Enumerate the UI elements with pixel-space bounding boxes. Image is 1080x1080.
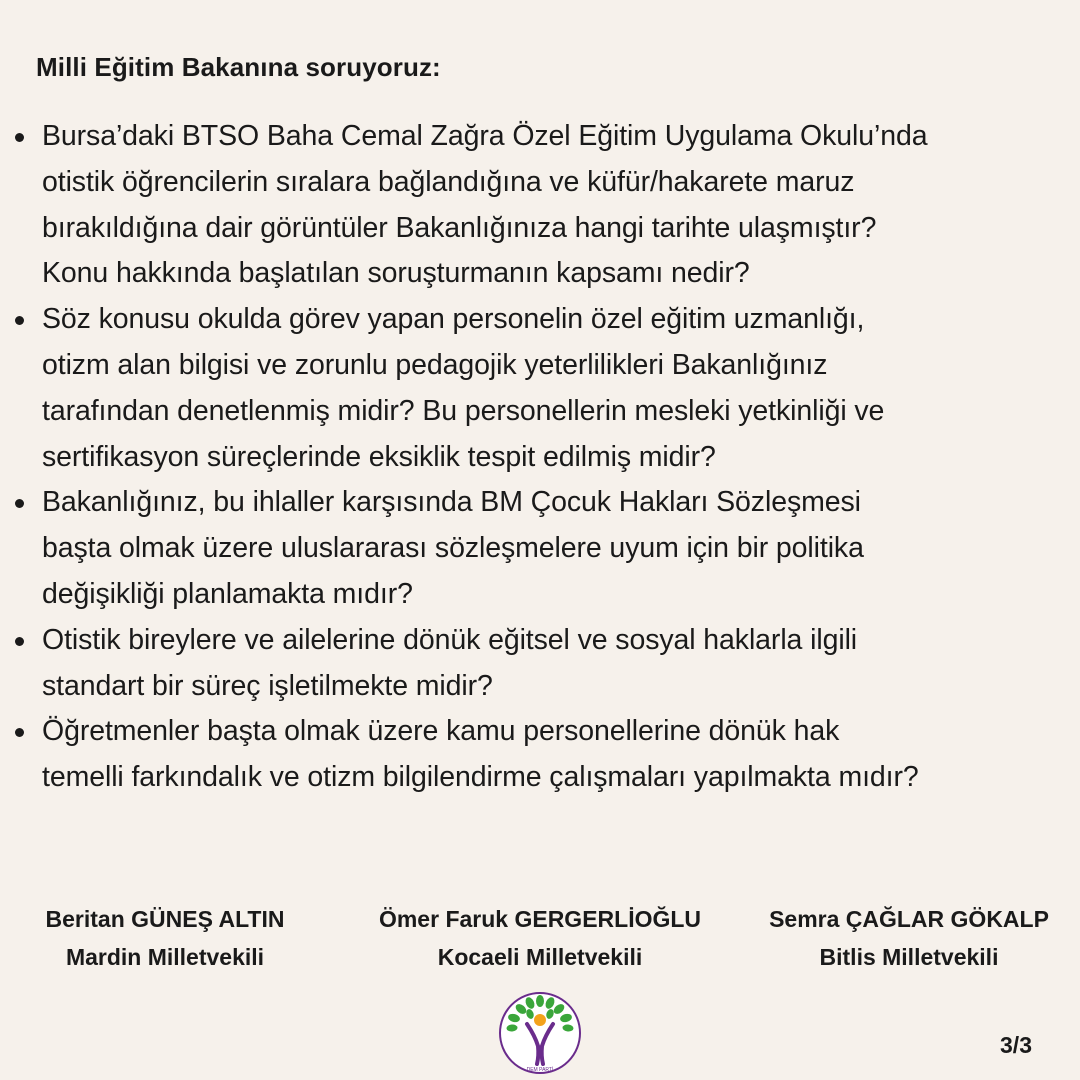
- signatory: [46, 900, 285, 976]
- bullet-icon: [15, 133, 24, 142]
- question-line: Otistik bireylere ve ailelerine dönük eğitsel ve sosyal haklarla ilgili: [42, 623, 858, 656]
- signatory-title: Kocaeli Milletvekili: [437, 944, 643, 970]
- bullet-icon: [15, 499, 24, 508]
- signatory-title: Bitlis Milletvekili: [819, 944, 999, 970]
- signatory-name: Beritan GÜNEŞ ALTIN: [45, 906, 285, 932]
- question-list: [42, 114, 1074, 801]
- question-line: başta olmak üzere uluslararası sözleşmelere uyum için bir politika: [42, 532, 864, 565]
- question-item: [42, 618, 1074, 710]
- question-line: değişikliği planlamakta mıdır?: [42, 577, 413, 610]
- question-line: sertifikasyon süreçlerinde eksiklik tespit edilmiş midir?: [42, 440, 716, 473]
- question-line: Bursa’daki BTSO Baha Cemal Zağra Özel Eğitim Uygulama Okulu’nda: [42, 120, 928, 152]
- question-line: Öğretmenler başta olmak üzere kamu personellerine dönük hak: [42, 715, 840, 748]
- signature-block: [0, 900, 1080, 980]
- question-line: tarafından denetlenmiş midir? Bu personellerin mesleki yetkinliği ve: [42, 394, 885, 427]
- signatory: [769, 900, 1049, 976]
- bullet-icon: [15, 637, 24, 646]
- signatory: [379, 900, 701, 976]
- signatory-title: Mardin Milletvekili: [65, 944, 265, 970]
- question-item: [42, 709, 1074, 801]
- question-line: Konu hakkında başlatılan soruşturmanın kapsamı nedir?: [42, 257, 750, 290]
- bullet-icon: [15, 728, 24, 737]
- question-line: Bakanlığınız, bu ihlaller karşısında BM Çocuk Hakları Sözleşmesi: [42, 486, 861, 519]
- page-heading: Milli Eğitim Bakanına soruyoruz:: [36, 52, 441, 82]
- logo-text: DEM PARTİ: [526, 1067, 554, 1073]
- question-item: [42, 480, 1074, 617]
- question-line: otistik öğrencilerin sıralara bağlandığına ve küfür/hakarete maruz: [42, 165, 855, 198]
- signatory-name: Ömer Faruk GERGERLİOĞLU: [378, 906, 702, 932]
- question-item: [42, 297, 1074, 480]
- question-item: [42, 114, 1074, 297]
- page-number: 3/3: [1000, 1032, 1032, 1058]
- question-line: temelli farkındalık ve otizm bilgilendirme çalışmaları yapılmakta mıdır?: [42, 761, 919, 794]
- dem-parti-logo-icon: [497, 990, 583, 1076]
- question-line: Söz konusu okulda görev yapan personelin özel eğitim uzmanlığı,: [42, 303, 865, 336]
- question-line: bırakıldığına dair görüntüler Bakanlığınıza hangi tarihte ulaşmıştır?: [42, 211, 877, 244]
- bullet-icon: [15, 316, 24, 325]
- question-line: standart bir süreç işletilmekte midir?: [42, 669, 493, 702]
- question-line: otizm alan bilgisi ve zorunlu pedagojik yeterlilikleri Bakanlığınız: [42, 348, 828, 381]
- signatory-name: Semra ÇAĞLAR GÖKALP: [769, 906, 1049, 932]
